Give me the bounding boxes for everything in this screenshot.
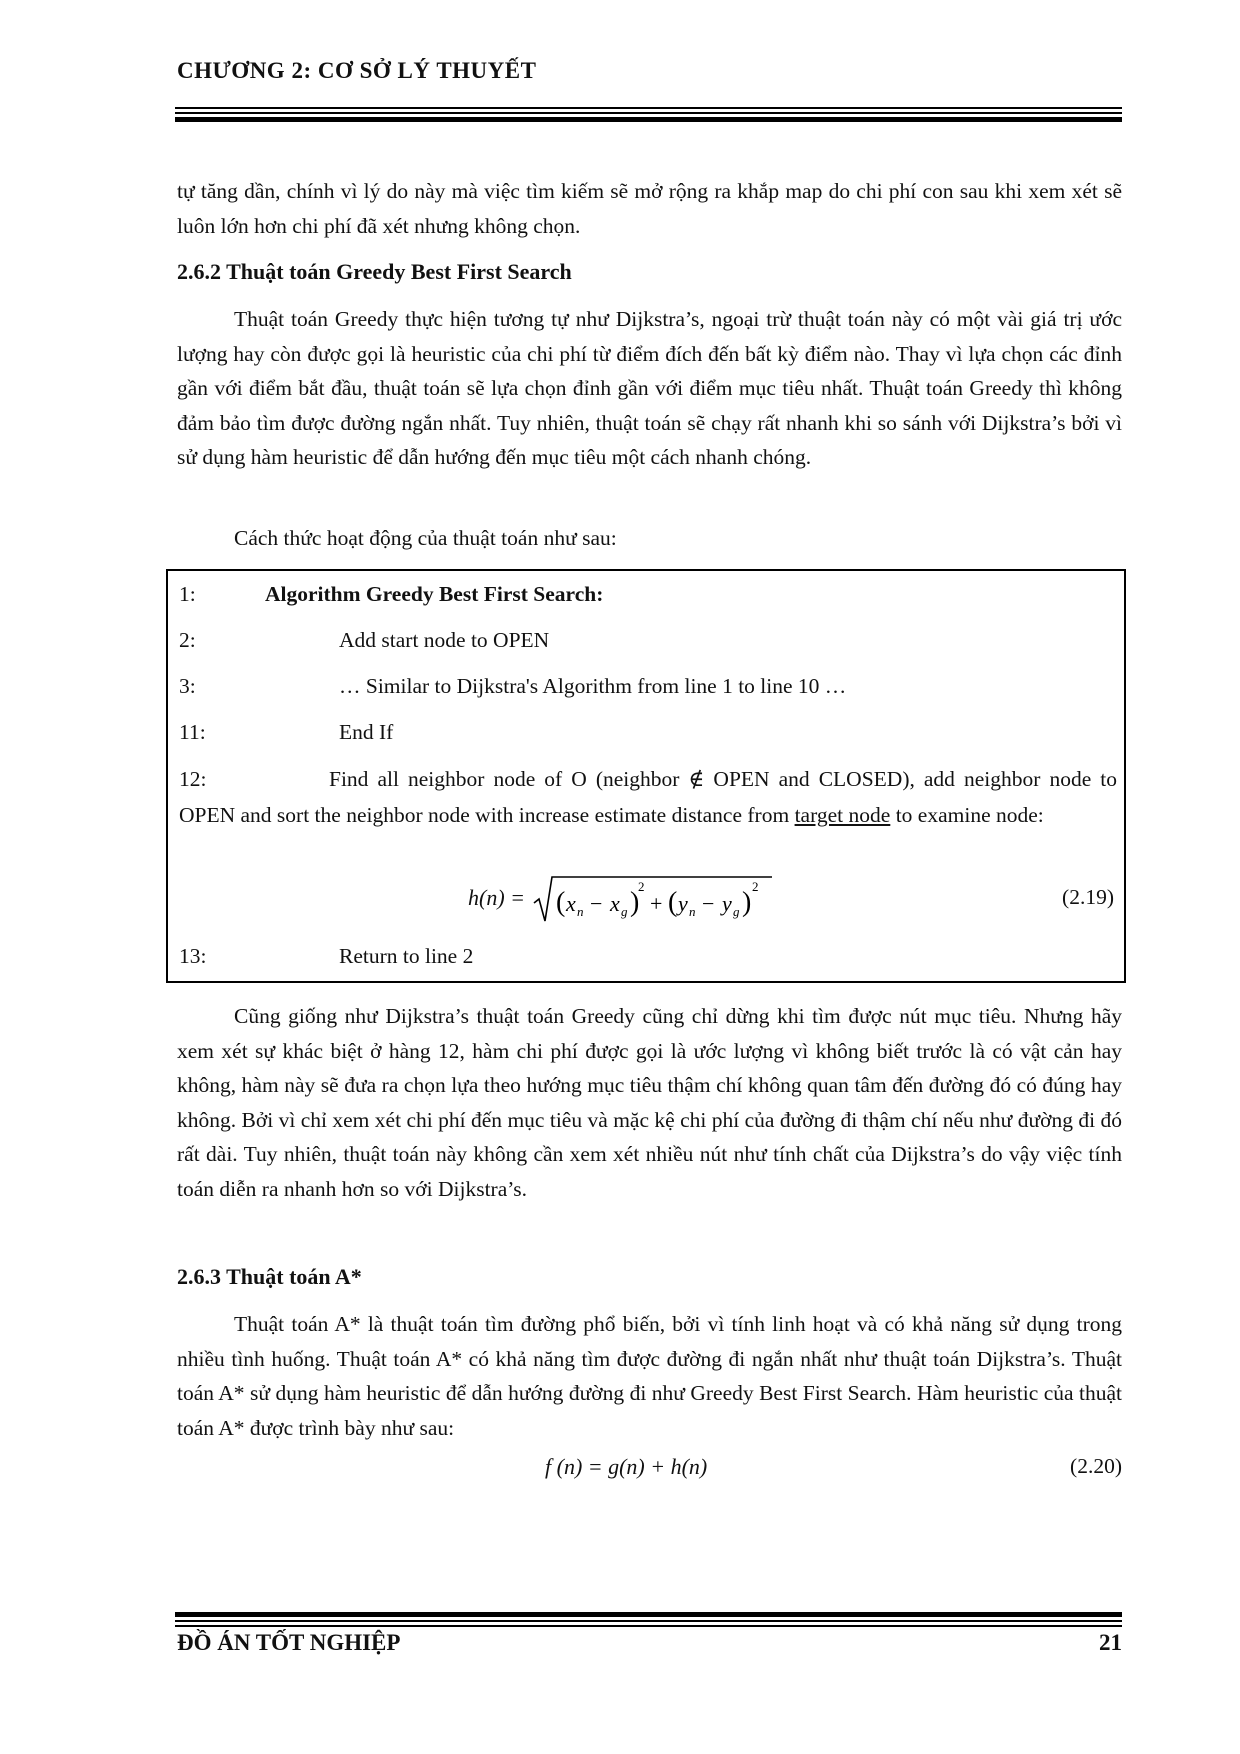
line-number: 3: <box>179 674 196 698</box>
svg-text:n: n <box>689 904 696 919</box>
algo-line-12 <box>179 761 1117 833</box>
svg-text:g: g <box>621 904 628 919</box>
algo-step-b: OPEN and CLOSED), add neighbor node to OPEN and sort the neighbor node with increase estimate distance from <box>179 767 1118 827</box>
intro-text: tự tăng dần, chính vì lý do này mà việc tìm kiếm sẽ mở rộng ra khắp map do chi phí con sau khi xem xét sẽ luôn lớn hơn chi phí đã xét nhưng không chọn. <box>177 179 1122 238</box>
footer-title: ĐỒ ÁN TỐT NGHIỆP <box>177 1630 401 1655</box>
svg-text:x: x <box>610 891 620 916</box>
algo-line-13 <box>179 939 473 973</box>
intro-paragraph <box>177 174 1122 243</box>
page-number: 21 <box>1099 1630 1122 1655</box>
comparison-paragraph <box>177 999 1122 1206</box>
section-heading-262: 2.6.2 Thuật toán Greedy Best First Search <box>177 259 572 284</box>
svg-text:(: ( <box>556 887 566 918</box>
algo-line-1 <box>179 577 603 611</box>
algo-step: End If <box>339 720 394 744</box>
how-it-works <box>177 521 1122 556</box>
section-heading-263: 2.6.3 Thuật toán A* <box>177 1264 362 1289</box>
target-node-term: target node <box>794 803 891 827</box>
chapter-title: CHƯƠNG 2: CƠ SỞ LÝ THUYẾT <box>177 58 537 83</box>
greedy-paragraph <box>177 302 1122 475</box>
equation-2-20: f (n) = g(n) + h(n) <box>545 1454 708 1479</box>
comparison-text: Cũng giống như Dijkstra’s thuật toán Greedy cũng chỉ dừng khi tìm được nút mục tiêu. Nhưng hãy xem xét sự khác biệt ở hàng 12, hàm chi phí được gọi là ước lượng vì không biết trước là có vật cản hay không, hàm này sẽ đưa ra chọn lựa theo hướng mục tiêu thậm chí không quan tâm đến đường đó có đúng hay không. Bởi vì chỉ xem xét chi phí đến mục tiêu và mặc kệ chi phí của đường đi thậm chí nếu như đường đi đó rất dài. Tuy nhiên, thuật toán này không cần xem xét nhiều nút như tính chất của Dijkstra’s do vậy việc tính toán diễn ra nhanh hơn so với Dijkstra’s. <box>177 1004 1122 1201</box>
svg-text:n: n <box>577 904 584 919</box>
line-number: 2: <box>179 628 196 652</box>
algorithm-box <box>166 569 1126 983</box>
algo-step: Add start node to OPEN <box>339 628 550 652</box>
line-number: 12: <box>179 767 207 791</box>
line-number: 11: <box>179 720 206 744</box>
footer-rule <box>175 1612 1122 1627</box>
svg-text:−: − <box>702 891 715 916</box>
line-number: 1: <box>179 582 196 606</box>
algo-step: … Similar to Dijkstra's Algorithm from line 1 to line 10 … <box>339 674 847 698</box>
svg-text:): ) <box>630 887 640 918</box>
sqrt-expression <box>532 873 772 927</box>
algo-step: Return to line 2 <box>339 944 474 968</box>
astar-text: Thuật toán A* là thuật toán tìm đường phổ biến, bởi vì tính linh hoạt và có khả năng sử dụng trong nhiều tình huống. Thuật toán A* có khả năng tìm được đường đi ngắn nhất như thuật toán Dijkstra’s. Thuật toán A* sử dụng hàm heuristic để dẫn hướng đường đi như Greedy Best First Search. Hàm heuristic của thuật toán A* được trình bày như sau: <box>177 1312 1122 1440</box>
algo-step-a: Find all neighbor node of O (neighbor <box>329 767 680 791</box>
svg-text:2: 2 <box>752 879 759 894</box>
equation-number-2-20: (2.20) <box>1070 1454 1122 1478</box>
algo-line-2 <box>179 623 549 657</box>
algo-line-11 <box>179 715 393 749</box>
greedy-text: Thuật toán Greedy thực hiện tương tự như Dijkstra’s, ngoại trừ thuật toán này có một vài giá trị ước lượng hay còn được gọi là heuristic của chi phí từ điểm đích đến bất kỳ điểm nào. Thay vì lựa chọn các đỉnh gần với điểm bắt đầu, thuật toán sẽ lựa chọn đỉnh gần với điểm mục tiêu nhất. Thuật toán Greedy thì không đảm bảo tìm được đường ngắn nhất. Tuy nhiên, thuật toán sẽ chạy rất nhanh khi so sánh với Dijkstra’s bởi vì sử dụng hàm heuristic để dẫn hướng đến mục tiêu một cách nhanh chóng. <box>177 307 1122 469</box>
svg-text:(: ( <box>668 887 678 918</box>
equation-lhs: h(n) = <box>468 885 525 910</box>
algo-line-3 <box>179 669 846 703</box>
svg-text:): ) <box>742 887 752 918</box>
svg-text:y: y <box>722 891 732 916</box>
astar-paragraph <box>177 1307 1122 1445</box>
not-in-symbol: ∉ <box>688 767 705 791</box>
svg-text:x: x <box>566 891 576 916</box>
svg-text:−: − <box>590 891 603 916</box>
algo-title: Algorithm Greedy Best First Search: <box>265 582 604 606</box>
svg-text:2: 2 <box>638 879 645 894</box>
equation-2-19 <box>468 873 768 927</box>
algo-step-c: to examine node: <box>890 803 1044 827</box>
how-it-works-text: Cách thức hoạt động của thuật toán như sau: <box>234 526 617 550</box>
svg-text:+: + <box>650 891 663 916</box>
equation-number-2-19: (2.19) <box>1062 885 1114 909</box>
svg-text:y: y <box>678 891 688 916</box>
line-number: 13: <box>179 944 207 968</box>
svg-text:g: g <box>733 904 740 919</box>
header-rule <box>175 107 1122 122</box>
